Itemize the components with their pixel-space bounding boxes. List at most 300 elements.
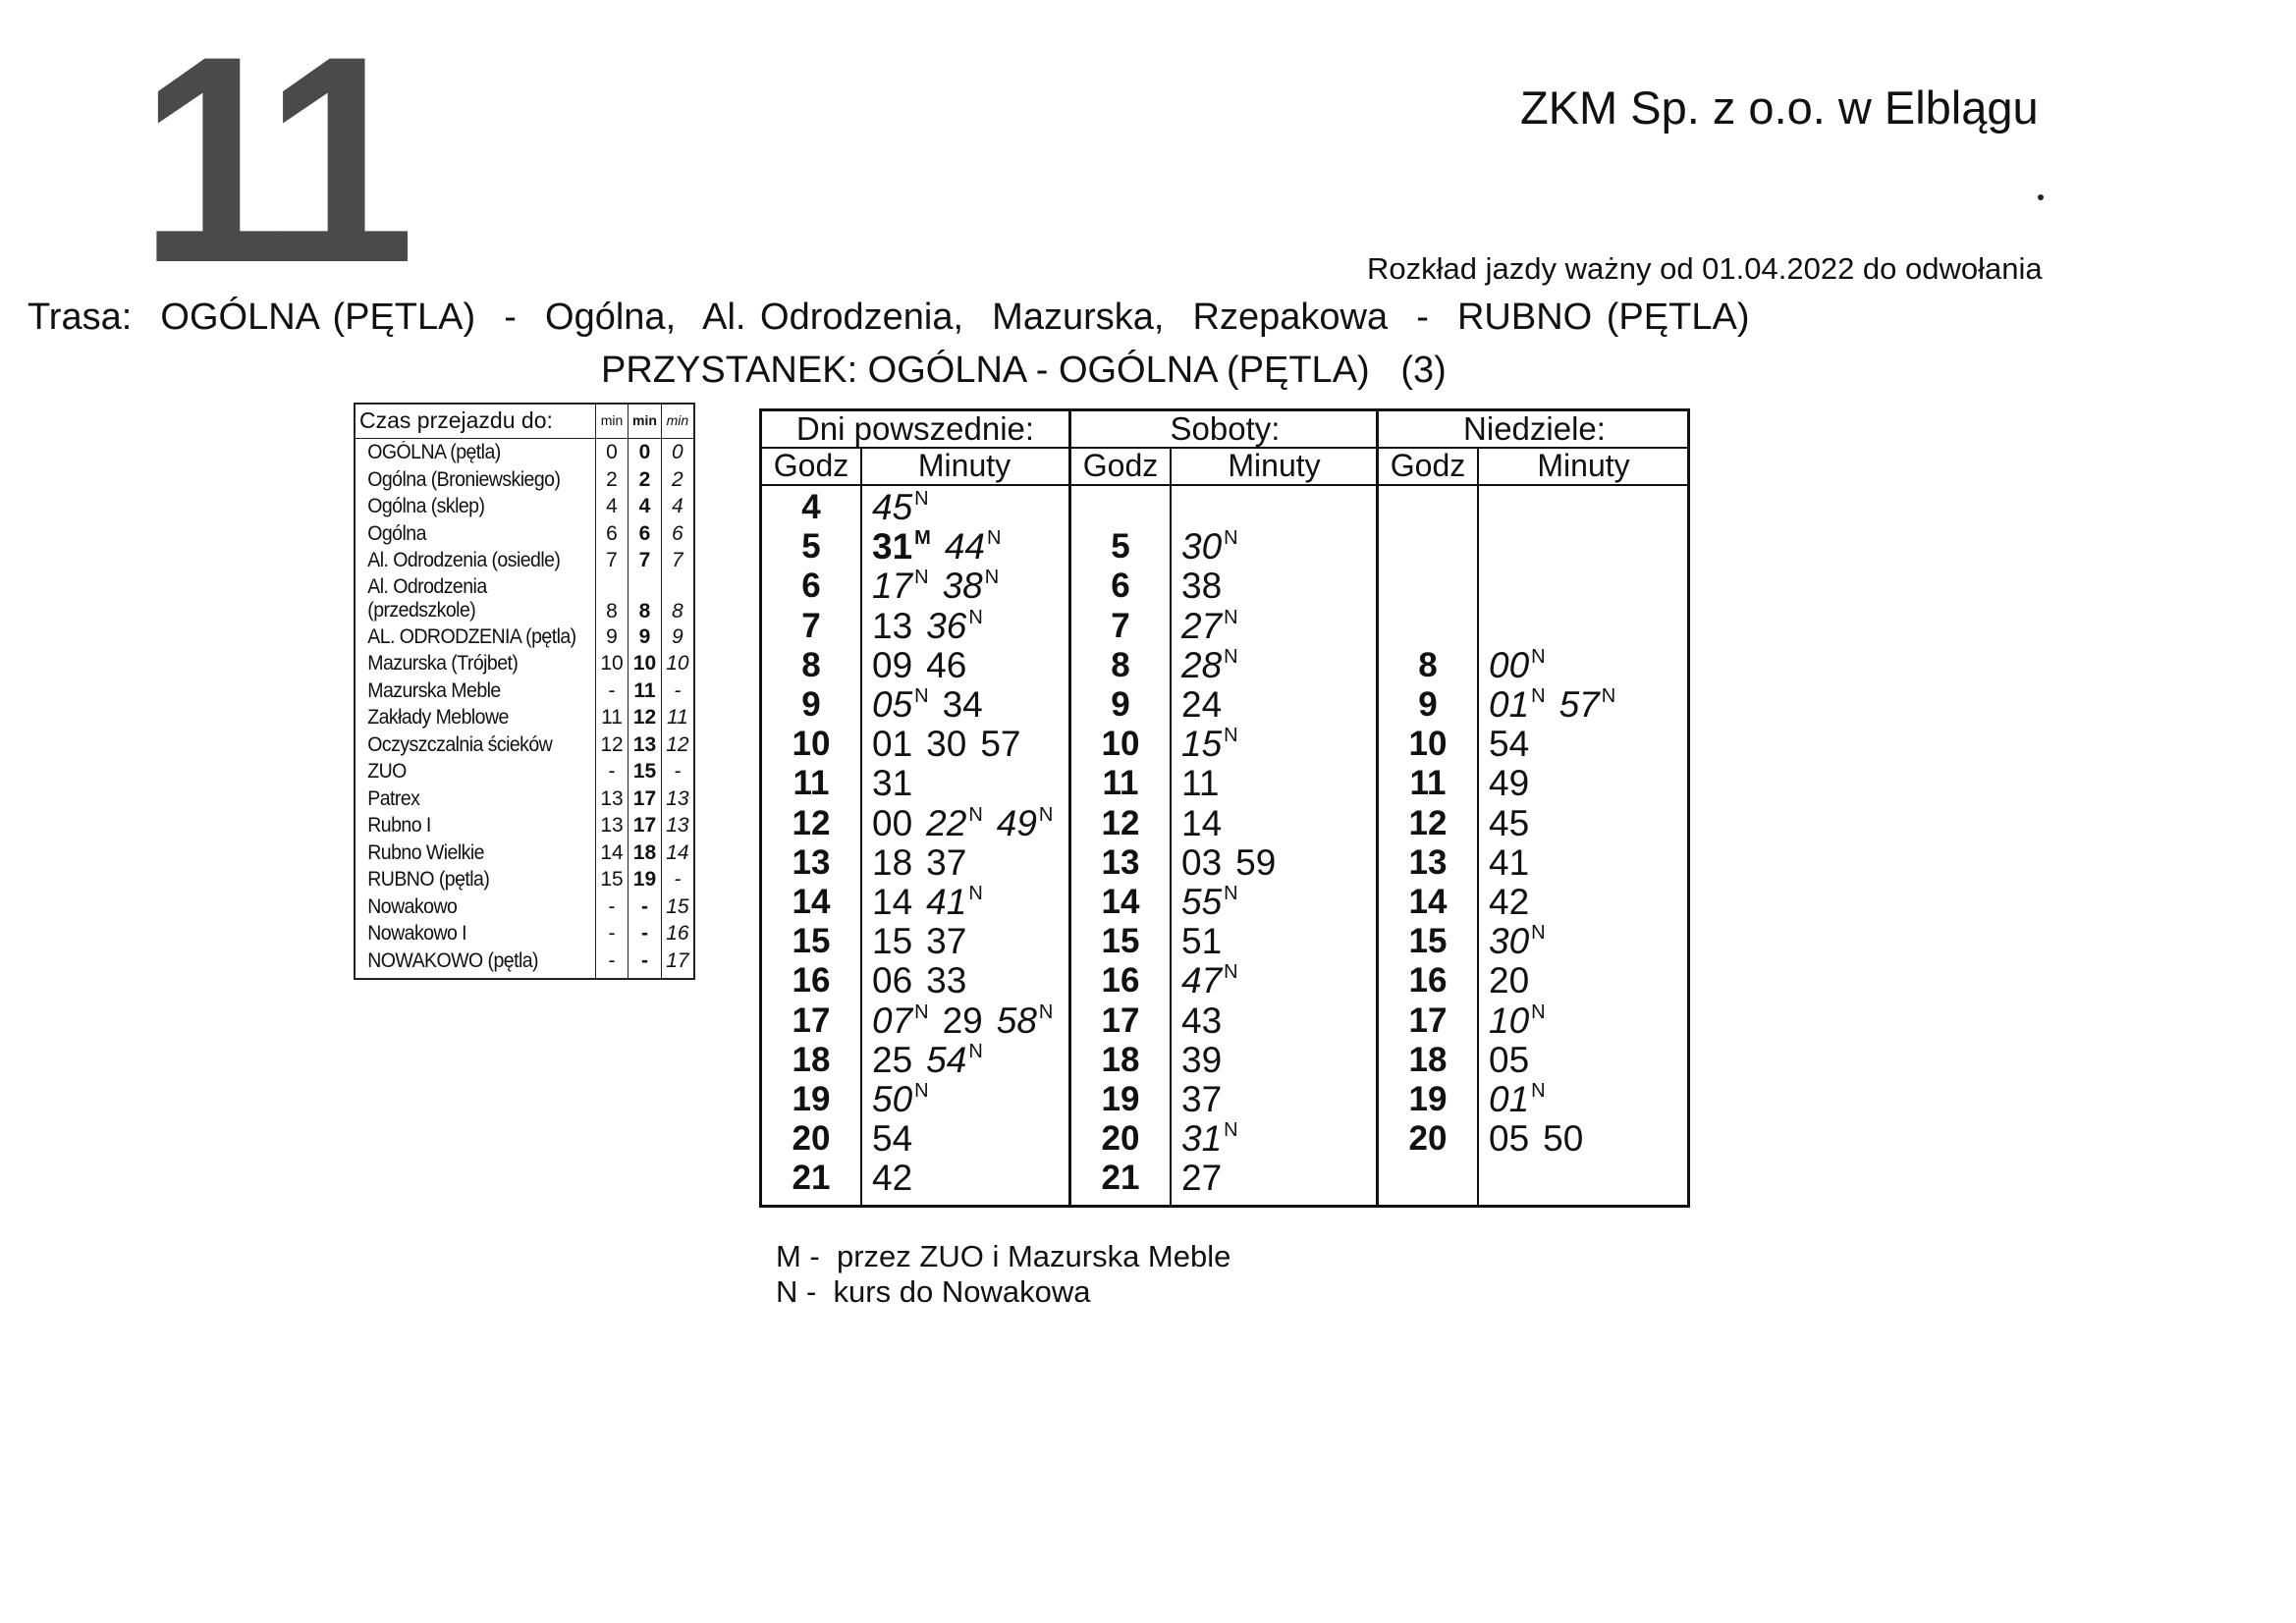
timetable-row [1071,922,1379,961]
travel-time-value: 12 [661,731,694,759]
travel-time-value: 12 [596,731,629,759]
minute-value: 54 [926,1039,967,1080]
minutes-cell [872,488,943,527]
validity-note: Rozkład jazdy ważny od 01.04.2022 do odwołania [1367,251,2043,286]
travel-stop-name: Ogólna [363,520,587,548]
note-marker: N [968,606,983,628]
minute-value: 28 [1181,644,1223,685]
departure-minute [872,1158,912,1198]
note-marker: N [914,685,929,707]
minute-value: 15 [872,921,913,962]
travel-stop-name: Nowakowo [363,893,587,921]
minute-value: 41 [926,882,967,922]
note-marker: N [984,567,1000,589]
travel-time-value: 13 [661,785,694,813]
note-marker: N [968,1040,983,1062]
minute-value: 47 [1181,960,1223,1001]
note-marker: N [1531,685,1546,707]
travel-stop-name: Ogólna (Broniewskiego) [363,466,587,494]
travel-time-value: 16 [661,920,694,947]
minute-value: 06 [872,960,913,1001]
travel-time-value: 0 [661,439,694,466]
departure-minute [1489,921,1546,961]
departure-minute [1489,763,1529,803]
travel-time-value: - [629,947,662,980]
timetable-row [1071,646,1379,685]
travel-time-value: - [661,866,694,893]
note-marker: N [1038,803,1054,826]
section-title: Niedziele: [1379,411,1690,449]
timetable-row [762,1080,1068,1119]
minute-value: 05 [872,684,913,725]
travel-time-value: 8 [661,574,694,623]
note-marker: N [968,803,983,826]
travel-time-value: - [596,947,629,980]
travel-time-value: 17 [629,785,662,813]
minute-value: 59 [1235,841,1277,883]
departure-minute [872,960,912,1001]
minute-value: 31 [872,763,913,804]
hour-cell: 12 [792,803,831,842]
hour-cell: 13 [1101,842,1140,882]
travel-row [355,493,694,520]
travel-time-value: 13 [629,731,662,759]
minute-value: 37 [926,841,967,883]
departure-minute [1489,960,1529,1001]
hour-cell: 11 [1102,764,1139,803]
travel-time-value: 14 [596,839,629,867]
minute-value: 44 [944,526,985,568]
departure-minute [872,684,929,725]
minute-value: 07 [872,1000,913,1041]
travel-time-value: 13 [596,785,629,813]
travel-time-value: 9 [596,623,629,651]
timetable-row [762,922,1068,961]
travel-time-value: 8 [629,574,662,623]
departure-minute [926,842,966,883]
hour-cell: 17 [1101,1001,1140,1040]
minute-value: 46 [926,644,967,685]
minutes-cell [872,804,1066,843]
timetable-row [1071,567,1379,606]
departure-minute [872,1040,912,1080]
departure-minute [926,724,966,764]
hour-cell: 16 [792,961,831,1001]
hour-cell: 19 [1408,1080,1448,1118]
travel-time-value: - [596,920,629,947]
travel-time-value: 7 [629,547,662,574]
travel-time-value: 10 [629,650,662,677]
hour-cell: 5 [801,527,821,567]
hour-cell: 12 [1408,803,1448,842]
departure-minute [872,724,912,764]
travel-stop-name: Nowakowo I [363,920,587,947]
timetable-row [1071,843,1379,883]
minutes-cell [872,1041,997,1080]
travel-time-value: 4 [596,493,629,520]
departure-minute [943,684,983,725]
minutes-cell [1489,883,1543,922]
timetable-row [762,685,1068,725]
timetable-row [762,646,1068,685]
hour-cell: 19 [1101,1080,1140,1118]
minutes-cell [1181,804,1235,843]
departure-minute [872,921,912,961]
departure-minute [943,566,1000,606]
minutes-cell [1489,804,1543,843]
departure-minute [943,1001,983,1041]
travel-times-table [354,403,695,980]
departure-minute [1181,960,1238,1001]
minutes-cell [1181,961,1252,1001]
departure-minute [1559,684,1616,725]
travel-header: Czas przejazdu do: [355,404,596,439]
company-name: ZKM Sp. z o.o. w Elblągu [1520,81,2039,134]
travel-time-value: - [596,677,629,705]
note-marker: N [914,1001,929,1023]
minutes-cell [1181,1001,1235,1041]
departure-minute [1489,803,1529,843]
travel-time-value: 19 [629,866,662,893]
minutes-cell [1489,725,1543,764]
timetable-row [1379,804,1690,843]
minute-value: 10 [1489,1000,1530,1041]
departure-minute [872,1118,912,1159]
note-marker: N [1224,725,1238,747]
departure-minute [872,487,929,527]
minute-value: 57 [1558,684,1600,725]
minute-value: 00 [872,802,913,843]
travel-time-value: 0 [629,439,662,466]
note-marker: N [1601,685,1616,707]
minute-value: 39 [1181,1039,1223,1080]
hour-cell: 21 [792,1159,831,1198]
departure-minute [1181,645,1238,685]
minutes-cell [1181,922,1235,961]
note-marker: N [1224,1119,1238,1142]
departure-minute [1181,882,1238,922]
minutes-cell [1181,1041,1235,1080]
minutes-cell [1181,607,1252,646]
travel-stop-name: AL. ODRODZENIA (pętla) [363,623,587,651]
minute-value: 45 [872,487,913,527]
minutes-cell [872,567,1012,606]
hour-cell: 15 [1101,922,1140,961]
minutes-cell [872,646,980,685]
minutes-column-header: Minuty [1477,447,1690,486]
minutes-cell [1181,1080,1235,1119]
note-marker: N [1531,922,1546,945]
hour-cell: 21 [1101,1159,1140,1198]
minute-value: 27 [1181,1158,1223,1199]
minute-value: 14 [1181,802,1223,843]
travel-stop-name: Zakłady Meblowe [363,704,587,731]
timetable-row [1379,607,1690,646]
travel-time-value: 13 [661,812,694,839]
travel-unit: min [661,404,694,439]
departure-minute [872,842,912,883]
minute-value: 49 [996,802,1037,843]
hour-cell: 8 [1418,645,1438,684]
minute-value: 45 [1489,802,1530,843]
minute-value: 03 [1181,841,1223,883]
travel-time-value: 11 [661,704,694,731]
section-title: Soboty: [1071,411,1379,449]
travel-time-value: 15 [629,758,662,785]
departure-minute [1489,1001,1546,1041]
minutes-cell [1489,1080,1559,1119]
minute-value: 17 [872,566,913,607]
minutes-cell [1181,883,1252,922]
departure-minute [926,606,983,646]
minute-value: 31 [872,526,913,568]
travel-stop-name: OGÓLNA (pętla) [363,439,587,466]
departure-minute [1489,684,1546,725]
travel-stop-name: NOWAKOWO (pętla) [363,947,587,980]
departure-minute [1181,1079,1222,1119]
timetable-row [762,764,1068,803]
hour-cell: 7 [801,606,821,645]
travel-stop-name: Rubno I [363,812,587,839]
minute-value: 41 [1489,841,1530,883]
hour-cell: 10 [1408,725,1448,764]
hour-cell: 18 [792,1040,831,1079]
minutes-cell [1489,1041,1543,1080]
minute-value: 37 [926,921,967,962]
departure-minute [1489,724,1529,764]
departure-minute [926,960,966,1001]
minutes-cell [1489,843,1543,883]
travel-time-value: 10 [596,650,629,677]
travel-row [355,920,694,947]
note-marker: N [1531,645,1546,668]
timetable-row [1379,961,1690,1001]
minute-value: 50 [872,1079,913,1119]
timetable [759,408,1690,1208]
timetable-row [1379,764,1690,803]
travel-row [355,520,694,548]
minutes-cell [872,685,997,725]
hour-cell: 13 [1408,842,1448,882]
hour-cell: 17 [792,1001,831,1040]
departure-minute [1489,1040,1529,1080]
travel-time-value: 10 [661,650,694,677]
minute-value: 50 [1543,1118,1584,1160]
minute-value: 31 [1181,1118,1223,1160]
hour-cell: 11 [1409,764,1447,803]
hour-cell: 5 [1111,527,1130,567]
minute-value: 36 [926,605,967,646]
minute-value: 57 [980,724,1021,765]
departure-minute [1181,566,1222,606]
hour-cell: 15 [1408,922,1448,961]
hour-cell: 14 [1101,883,1140,921]
travel-time-value: 7 [596,547,629,574]
travel-time-value: 4 [629,493,662,520]
departure-minute [1181,724,1238,764]
note-marker: N [986,527,1002,550]
departure-minute [1543,1118,1583,1159]
minute-value: 22 [926,802,967,843]
departure-minute [1181,1158,1222,1198]
timetable-row [1071,1119,1379,1159]
hour-cell: 15 [792,922,831,961]
minutes-cell [872,527,1014,567]
note-marker: N [1224,883,1238,904]
timetable-row [762,1159,1068,1198]
departure-minute [926,882,983,922]
note-marker: N [1224,606,1238,628]
timetable-row [1071,883,1379,922]
timetable-row [762,725,1068,764]
minute-value: 05 [1489,1118,1530,1160]
minutes-cell [872,764,926,803]
minute-value: 01 [1489,1079,1530,1119]
departure-minute [1181,1118,1238,1159]
travel-time-value: 9 [629,623,662,651]
travel-row [355,439,694,466]
travel-time-value: 2 [596,466,629,494]
travel-row [355,547,694,574]
departure-minute [1489,882,1529,922]
travel-unit: min [629,404,662,439]
dot-mark [2038,194,2044,200]
departure-minute [872,763,912,803]
legend-item-m: M - przez ZUO i Mazurska Meble [776,1239,1231,1273]
hour-cell: 20 [1408,1119,1448,1159]
minutes-cell [872,843,980,883]
note-marker: N [914,1080,929,1102]
departure-minute [980,724,1020,764]
minute-value: 14 [872,882,913,922]
legend [776,1239,1230,1310]
hour-cell: 9 [1111,685,1130,724]
travel-time-value: 15 [661,893,694,921]
departure-minute [1181,842,1222,883]
line-number: 11 [139,0,405,324]
timetable-row [1071,1080,1379,1119]
hour-cell: 20 [1101,1119,1140,1159]
departure-minute [1181,803,1222,843]
travel-row [355,758,694,785]
travel-row [355,466,694,494]
departure-minute [926,645,966,685]
hour-cell: 18 [1408,1040,1448,1079]
hour-cell: 9 [1418,685,1438,724]
timetable-row [1379,685,1690,725]
travel-row [355,650,694,677]
travel-time-value: 8 [596,574,629,623]
travel-unit: min [596,404,629,439]
timetable-row [1379,1080,1690,1119]
travel-time-value: 14 [661,839,694,867]
hour-cell: 8 [1111,645,1130,684]
hour-cell: 4 [801,488,821,526]
travel-time-value: - [596,758,629,785]
travel-time-value: 13 [596,812,629,839]
departure-minute [872,645,912,685]
minute-value: 18 [872,841,913,883]
departure-minute [1235,842,1276,883]
minutes-cell [872,961,980,1001]
minutes-cell [1489,685,1629,725]
travel-time-value: 11 [629,677,662,705]
travel-time-value: 9 [661,623,694,651]
departure-minute [872,803,912,843]
travel-stop-name: RUBNO (pętla) [363,866,587,893]
minute-value: 55 [1181,882,1223,922]
timetable-row [762,1041,1068,1080]
timetable-row [1071,607,1379,646]
departure-minute [1181,526,1238,567]
stop-title: PRZYSTANEK: OGÓLNA - OGÓLNA (PĘTLA) (3) [601,350,1447,391]
timetable-row [1379,883,1690,922]
hour-cell: 6 [1111,567,1130,606]
note-marker: N [968,883,983,904]
departure-minute [926,803,983,843]
travel-stop-name: Ogólna (sklep) [363,493,587,520]
departure-minute [1181,763,1219,803]
hour-cell: 6 [801,567,821,606]
minutes-cell [1181,567,1235,606]
travel-time-value: 11 [596,704,629,731]
travel-time-value: 0 [596,439,629,466]
hour-cell: 18 [1101,1040,1140,1079]
travel-time-value: 2 [629,466,662,494]
minute-value: 54 [1489,724,1530,765]
travel-row [355,731,694,759]
note-marker: N [1224,645,1238,668]
departure-minute [945,526,1002,567]
hour-column-header: Godz [762,447,860,486]
minute-value: 30 [1489,921,1530,962]
hour-column-header: Godz [1071,447,1170,486]
timetable-row [1071,685,1379,725]
hour-cell: 17 [1408,1001,1448,1040]
minute-value: 30 [1181,526,1223,568]
travel-row [355,574,694,623]
note-marker: N [1531,1080,1546,1102]
timetable-section [762,411,1068,1205]
timetable-row [1071,1001,1379,1041]
note-marker: N [1224,961,1238,984]
travel-time-value: 4 [661,493,694,520]
travel-time-value: 17 [661,947,694,980]
timetable-row [1379,725,1690,764]
minutes-cell [1181,764,1232,803]
travel-row [355,893,694,921]
departure-minute [1489,645,1546,685]
note-marker: N [914,567,929,589]
hour-cell: 9 [801,685,821,724]
travel-stop-name: Oczyszczalnia ścieków [363,731,587,759]
minutes-column-header: Minuty [860,447,1068,486]
travel-row [355,623,694,651]
minute-value: 01 [1489,684,1530,725]
departure-minute [997,1001,1054,1041]
travel-row [355,785,694,813]
hour-cell: 10 [1101,725,1140,764]
minutes-cell [872,1119,926,1159]
minutes-cell [1489,1119,1597,1159]
hour-cell: 10 [792,725,831,764]
minute-value: 20 [1489,960,1530,1001]
minute-value: 49 [1489,763,1530,804]
travel-time-value: - [661,677,694,705]
departure-minute [1181,606,1238,646]
minute-value: 30 [926,724,967,765]
timetable-row [1071,725,1379,764]
